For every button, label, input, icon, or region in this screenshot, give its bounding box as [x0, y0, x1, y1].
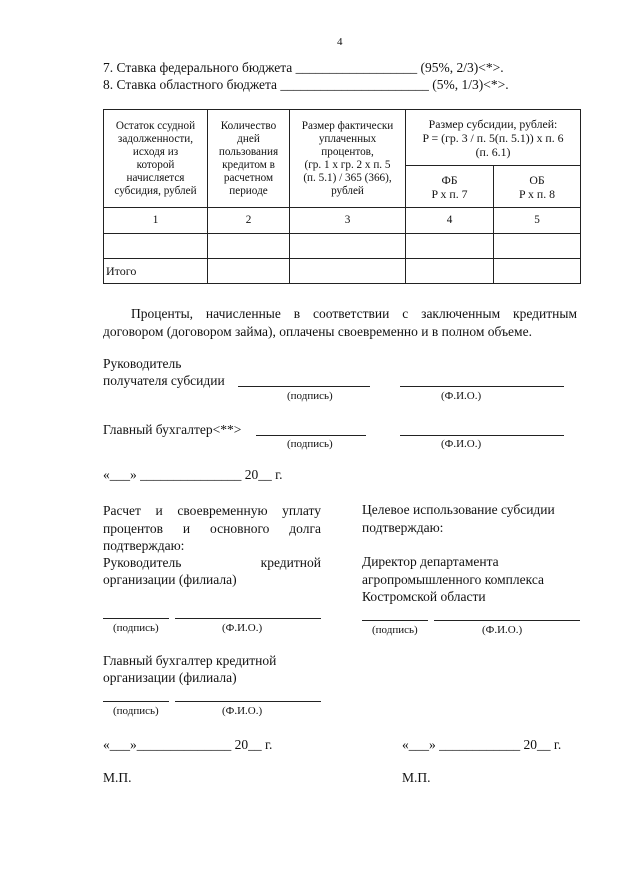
left-block-line3: подтверждаю:	[103, 538, 185, 553]
col-header-fb: ФБ P x п. 7	[406, 166, 494, 208]
table-cell	[290, 234, 406, 259]
credit-head-signature-line[interactable]	[103, 618, 169, 619]
credit-head-fio-line[interactable]	[175, 618, 321, 619]
col-number-1: 1	[104, 208, 208, 234]
col-header-loan-balance: Остаток ссудной задолженности, исходя из которой начисляется субсидия, рублей	[104, 110, 208, 208]
fio-caption: (Ф.И.О.)	[441, 390, 482, 402]
col-header-ob: ОБ P x п. 8	[494, 166, 581, 208]
director-signature-line[interactable]	[362, 620, 428, 621]
federal-rate-line: 7. Ставка федерального бюджета __________________ (95%, 2/3)<*>.	[103, 60, 504, 75]
col-header-days: Количество дней пользования кредитом в расчетном периоде	[208, 110, 290, 208]
fio-caption: (Ф.И.О.)	[482, 624, 523, 636]
date-right: «___» ____________ 20__ г.	[402, 737, 562, 752]
col-number-3: 3	[290, 208, 406, 234]
signature-caption: (подпись)	[287, 390, 333, 402]
left-block-line4: Руководитель кредитной	[103, 555, 321, 570]
table-cell	[104, 234, 208, 259]
credit-accountant-fio-line[interactable]	[175, 701, 321, 702]
table-cell	[406, 234, 494, 259]
left-block-line2: процентов и основного долга	[103, 521, 321, 536]
chief-accountant-label: Главный бухгалтер<**>	[103, 422, 242, 437]
table-cell	[494, 259, 581, 284]
date-line: «___» _______________ 20__ г.	[103, 467, 283, 482]
col-number-4: 4	[406, 208, 494, 234]
seal-right: М.П.	[402, 770, 431, 785]
right-block-line1: Целевое использование субсидии	[362, 502, 555, 517]
col-header-subsidy-size: Размер субсидии, рублей: P = (гр. 3 / п. 5(п. 5.1)) x п. 6 (п. 6.1)	[406, 110, 581, 166]
credit-accountant-signature-line[interactable]	[103, 701, 169, 702]
right-block-line2: подтверждаю:	[362, 520, 444, 535]
table-cell	[208, 234, 290, 259]
credit-accountant-line1: Главный бухгалтер кредитной	[103, 653, 277, 668]
head-fio-line[interactable]	[400, 386, 564, 387]
right-block-line4: агропромышленного комплекса	[362, 572, 544, 587]
subsidy-table	[103, 109, 581, 284]
table-cell	[494, 234, 581, 259]
credit-accountant-line2: организации (филиала)	[103, 670, 237, 685]
signature-caption: (подпись)	[113, 622, 159, 634]
col-header-interest-paid: Размер фактически уплаченных процентов, (гр. 1 x гр. 2 x п. 5 (п. 5.1) / 365 (366), рублей	[290, 110, 406, 208]
table-cell	[290, 259, 406, 284]
table-cell	[406, 259, 494, 284]
signature-caption: (подпись)	[113, 705, 159, 717]
col-number-5: 5	[494, 208, 581, 234]
signature-caption: (подпись)	[287, 438, 333, 450]
right-block-line5: Костромской области	[362, 589, 486, 604]
total-label: Итого	[104, 259, 208, 284]
head-title-line2: получателя субсидии	[103, 373, 225, 388]
director-fio-line[interactable]	[434, 620, 580, 621]
confirmation-paragraph: Проценты, начисленные в соответствии с заключенным кредитным договором (договором займа), оплачены своевременно и в полном объеме.	[103, 306, 577, 339]
accountant-signature-line[interactable]	[256, 435, 366, 436]
col-number-2: 2	[208, 208, 290, 234]
head-title-line1: Руководитель	[103, 356, 182, 371]
fio-caption: (Ф.И.О.)	[222, 705, 263, 717]
date-left: «___»______________ 20__ г.	[103, 737, 273, 752]
page-number: 4	[337, 36, 343, 48]
left-block-line5: организации (филиала)	[103, 572, 237, 587]
seal-left: М.П.	[103, 770, 132, 785]
accountant-fio-line[interactable]	[400, 435, 564, 436]
fio-caption: (Ф.И.О.)	[222, 622, 263, 634]
signature-caption: (подпись)	[372, 624, 418, 636]
table-cell	[208, 259, 290, 284]
head-signature-line[interactable]	[238, 386, 370, 387]
right-block-line3: Директор департамента	[362, 554, 499, 569]
fio-caption: (Ф.И.О.)	[441, 438, 482, 450]
regional-rate-line: 8. Ставка областного бюджета ______________________ (5%, 1/3)<*>.	[103, 77, 509, 92]
left-block-line1: Расчет и своевременную уплату	[103, 503, 321, 518]
